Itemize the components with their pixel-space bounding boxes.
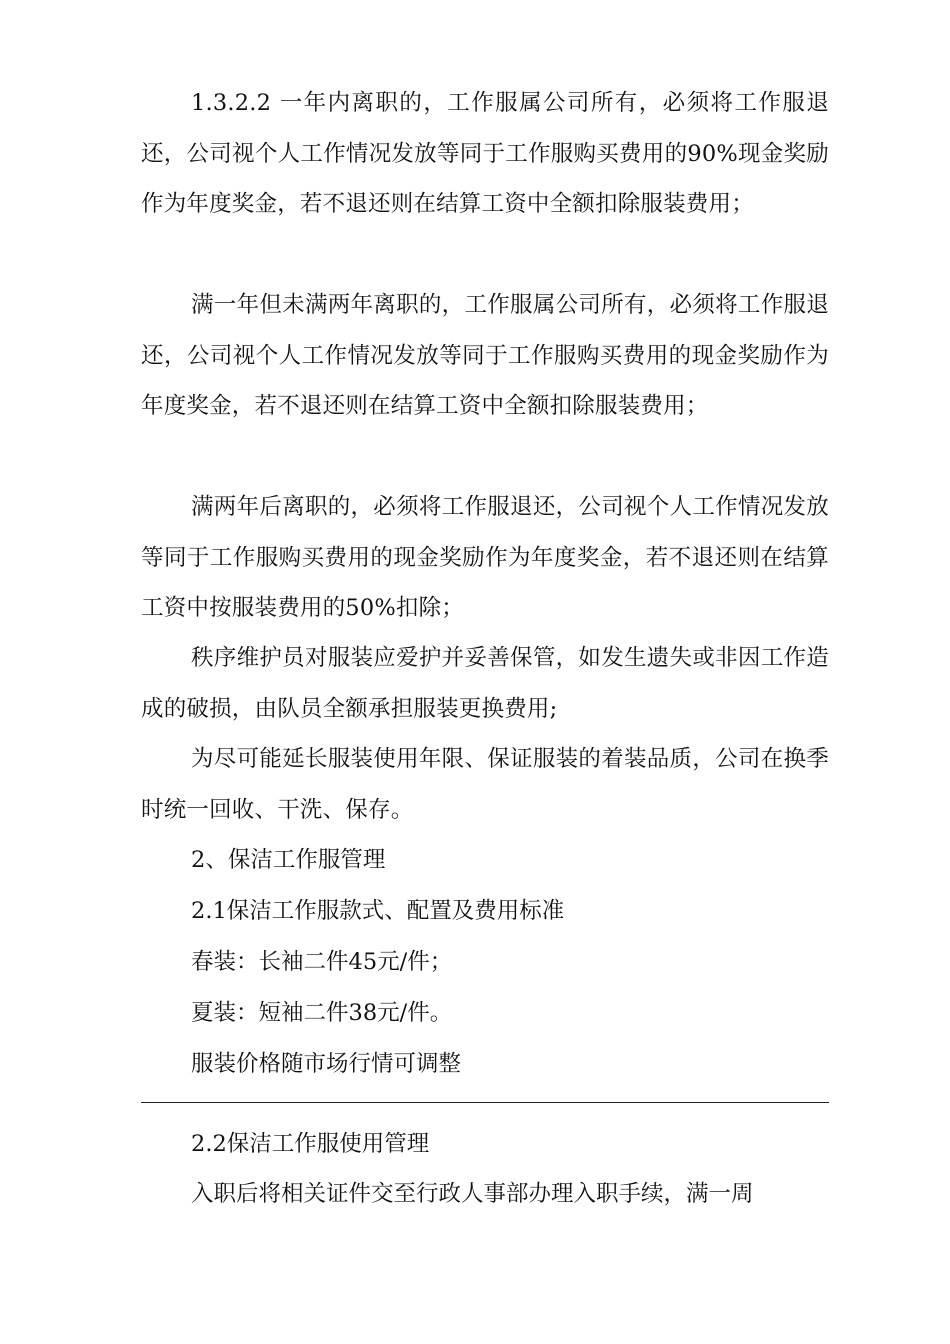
section-heading-cleaning-uniform: 2、保洁工作服管理 bbox=[191, 847, 386, 873]
line-onboarding-procedure: 入职后将相关证件交至行政人事部办理入职手续，满一周 bbox=[191, 1181, 754, 1207]
paragraph-resignation-after-two-years: 满两年后离职的，必须将工作服退还，公司视个人工作情况发放等同于工作服购买费用的现金奖励作为年度奖金，若不退还则在结算工资中按服装费用的50%扣除； bbox=[141, 494, 829, 621]
line-spring-uniform: 春装：长袖二件45元/件； bbox=[191, 949, 453, 975]
subsection-heading-uniform-standards: 2.1保洁工作服款式、配置及费用标准 bbox=[191, 898, 565, 924]
subsection-heading-uniform-usage: 2.2保洁工作服使用管理 bbox=[191, 1131, 430, 1157]
page-divider bbox=[141, 1102, 829, 1103]
paragraph-resignation-within-one-year: 1.3.2.2 一年内离职的，工作服属公司所有，必须将工作服退还，公司视个人工作情况发放等同于工作服购买费用的90%现金奖励作为年度奖金，若不退还则在结算工资中全额扣除服装费用； bbox=[141, 90, 829, 217]
paragraph-seasonal-collection: 为尽可能延长服装使用年限、保证服装的着装品质，公司在换季时统一回收、干洗、保存。 bbox=[141, 746, 829, 823]
paragraph-resignation-one-to-two-years: 满一年但未满两年离职的，工作服属公司所有，必须将工作服退还，公司视个人工作情况发放等同于工作服购买费用的现金奖励作为年度奖金，若不退还则在结算工资中全额扣除服装费用； bbox=[141, 292, 829, 419]
line-price-adjustment: 服装价格随市场行情可调整 bbox=[191, 1051, 462, 1077]
line-summer-uniform: 夏装：短袖二件38元/件。 bbox=[191, 1000, 453, 1026]
paragraph-security-uniform-care: 秩序维护员对服装应爱护并妥善保管，如发生遗失或非因工作造成的破损，由队员全额承担服装更换费用; bbox=[141, 645, 829, 722]
